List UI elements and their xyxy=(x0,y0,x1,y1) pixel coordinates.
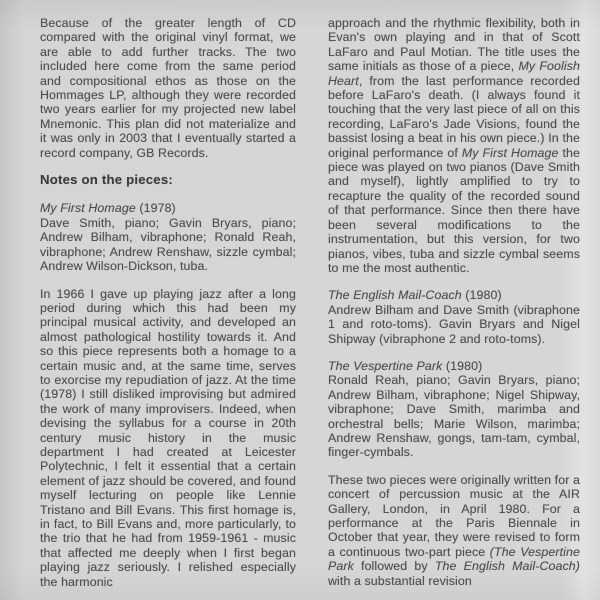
piece-vespertine-park xyxy=(328,359,580,460)
piece-notes-part2 xyxy=(328,16,580,275)
left-column xyxy=(40,16,296,589)
text-segment: with a substantial revision xyxy=(328,573,472,588)
text-segment: , from the last performance recorded before LaFaro's death. (I always found it touching that the very last piece of all on this recording, LaFaro's Jade Visions, found the bassist losing a beat in his own piece.) In the original performance of xyxy=(328,73,580,160)
piece-title-text: The English Mail-Coach xyxy=(328,288,462,303)
piece-year: (1980) xyxy=(442,358,483,373)
work-title-my-first-homage: My First Homage xyxy=(461,145,559,160)
piece-title-text: My First Homage xyxy=(40,201,136,216)
piece-title-line xyxy=(328,288,580,302)
piece-notes-part1: In 1966 I gave up playing jazz after a long period during which this had been my principal musical activity, and developed an almost pathological hostility towards it. And so this piece represents both a homage to a certain music and, at the same time, serves to exorcise my repudiation of jazz. At the time (1978) I still disliked improvising but admired the work of many improvisers. Indeed, when devising the syllabus for a course in 20th century music history in the music department I had created at Leicester Polytechnic, I felt it essential that a certain element of jazz should be covered, and found myself lecturing on people like Lennie Tristano and Bill Evans. This first homage is, in fact, to Bill Evans and, more particularly, to the trio that he had from 1959-1961 - music that affected me deeply when I first began playing jazz seriously. I relished especially the harmonic xyxy=(40,286,296,589)
work-title-english-mail-coach: The English Mail-Coach) xyxy=(434,559,580,574)
text-segment: These two pieces were originally written for a concert of percussion music at the AIR Gallery, London, in April 1980. For a performance at the Paris Biennale in October that year, they were revised to form a continuous two-part piece xyxy=(328,472,580,559)
piece-title-line xyxy=(328,359,580,373)
right-column xyxy=(328,16,580,588)
closing-paragraph xyxy=(328,473,580,588)
piece-year: (1980) xyxy=(461,288,502,303)
work-title-vespertine-park: (The Vespertine Park xyxy=(328,544,580,574)
piece-year: (1978) xyxy=(135,201,176,216)
text-segment: the piece was played on two pianos (Dave Smith and myself), lightly amplified to try to recapture the quality of the recorded sound of that performance. Since then there have been several modifications to the instrumentation, but this version, for two pianos, vibes, tuba and sizzle cymbal seems to me the most authentic. xyxy=(328,145,580,275)
intro-paragraph: Because of the greater length of CD compared with the original vinyl format, we are able to add further tracks. The two included here come from the same period and compositional ethos as those on the Hommages LP, although they were recorded two years earlier for my projected new label Mnemonic. This plan did not materialize and it was only in 2003 that I eventually started a record company, GB Records. xyxy=(40,16,296,160)
work-title-my-foolish-heart: My Foolish Heart xyxy=(328,59,581,88)
piece-personnel: Dave Smith, piano; Gavin Bryars, piano; Andrew Bilham, vibraphone; Ronald Reah, vibraphone; Andrew Renshaw, sizzle cymbal; Andrew Wilson-Dickson, tuba. xyxy=(40,215,296,274)
piece-my-first-homage xyxy=(40,201,296,273)
text-segment: followed by xyxy=(353,559,435,574)
piece-personnel: Andrew Bilham and Dave Smith (vibraphone 1 and roto-toms). Gavin Bryars and Nigel Shipway (vibraphone 2 and roto-toms). xyxy=(328,302,580,346)
piece-personnel: Ronald Reah, piano; Gavin Bryars, piano; Andrew Bilham, vibraphone; Nigel Shipway, vibraphone; Dave Smith, marimba and orchestral bells; Marie Wilson, marimba; Andrew Renshaw, gongs, tam-tam, cymbal, finger-cymbals. xyxy=(328,373,580,460)
piece-title-text: The Vespertine Park xyxy=(328,358,443,373)
piece-title-line xyxy=(40,201,296,215)
piece-english-mail-coach xyxy=(328,288,580,346)
notes-heading: Notes on the pieces: xyxy=(40,172,173,188)
text-segment: approach and the rhythmic flexibility, both in Evan's own playing and in that of Scott LaFaro and Paul Motian. The title uses the same initials as those of a piece, xyxy=(328,16,580,74)
